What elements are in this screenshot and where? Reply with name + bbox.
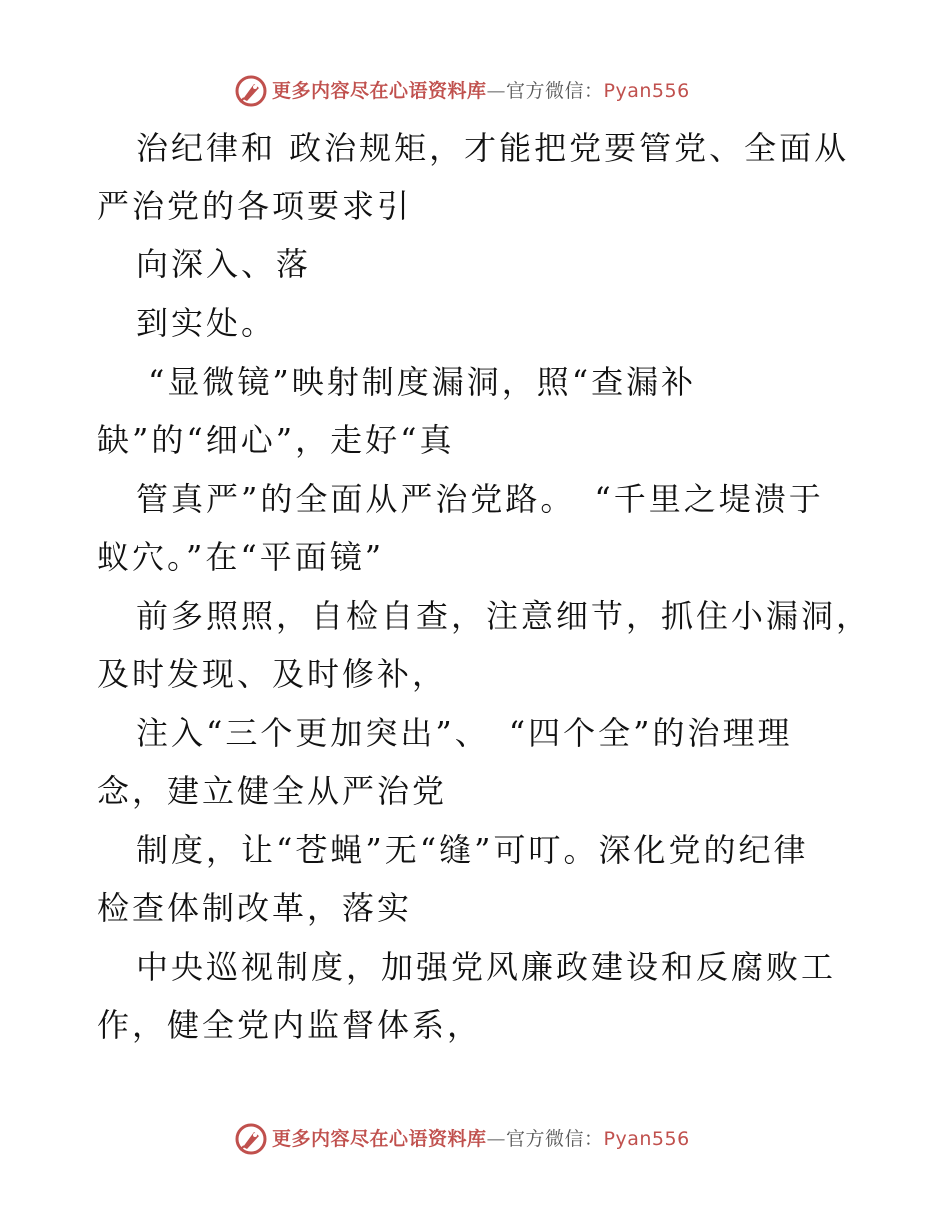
body-line-15: 中央巡视制度，加强党风廉政建设和反腐败工 xyxy=(136,948,837,986)
footer-banner-text xyxy=(272,1125,690,1153)
body-line-6: 缺”的“细心”，走好“真 xyxy=(97,421,455,459)
banner-wechat-label: 官方微信： xyxy=(506,1128,604,1150)
banner-wechat-id: Pyan556 xyxy=(603,1128,690,1150)
banner-wechat-label: 官方微信： xyxy=(506,80,604,102)
body-line-9: 前多照照，自检自查，注意细节，抓住小漏洞， xyxy=(136,597,872,635)
body-line-1: 治纪律和 政治规矩，才能把党要管党、全面从 xyxy=(136,129,850,167)
body-line-14: 检查体制改革，落实 xyxy=(97,889,413,927)
banner-wechat-id: Pyan556 xyxy=(603,80,690,102)
body-line-8: 蚁穴。”在“平面镜” xyxy=(97,538,385,576)
body-line-5: “显微镜”映射制度漏洞，照“查漏补 xyxy=(148,363,697,401)
pen-nib-logo-icon xyxy=(234,1122,268,1156)
footer-banner xyxy=(0,1120,950,1160)
banner-main-text: 更多内容尽在心语资料库 xyxy=(272,80,487,102)
body-line-7: 管真严”的全面从严治党路。 “千里之堤溃于 xyxy=(136,480,824,518)
body-line-13: 制度，让“苍蝇”无“缝”可叮。深化党的纪律 xyxy=(136,831,809,869)
body-line-16: 作，健全党内监督体系， xyxy=(97,1006,483,1044)
body-line-12: 念，建立健全从严治党 xyxy=(97,772,448,810)
body-line-2: 严治党的各项要求引 xyxy=(97,187,413,225)
body-line-3: 向深入、落 xyxy=(136,245,312,283)
body-line-10: 及时发现、及时修补， xyxy=(97,655,448,693)
banner-separator: — xyxy=(486,80,507,102)
banner-main-text: 更多内容尽在心语资料库 xyxy=(272,1128,487,1150)
body-line-4: 到实处。 xyxy=(136,304,277,342)
banner-separator: — xyxy=(486,1128,507,1150)
body-line-11: 注入“三个更加突出”、 “四个全”的治理理 xyxy=(136,714,793,752)
